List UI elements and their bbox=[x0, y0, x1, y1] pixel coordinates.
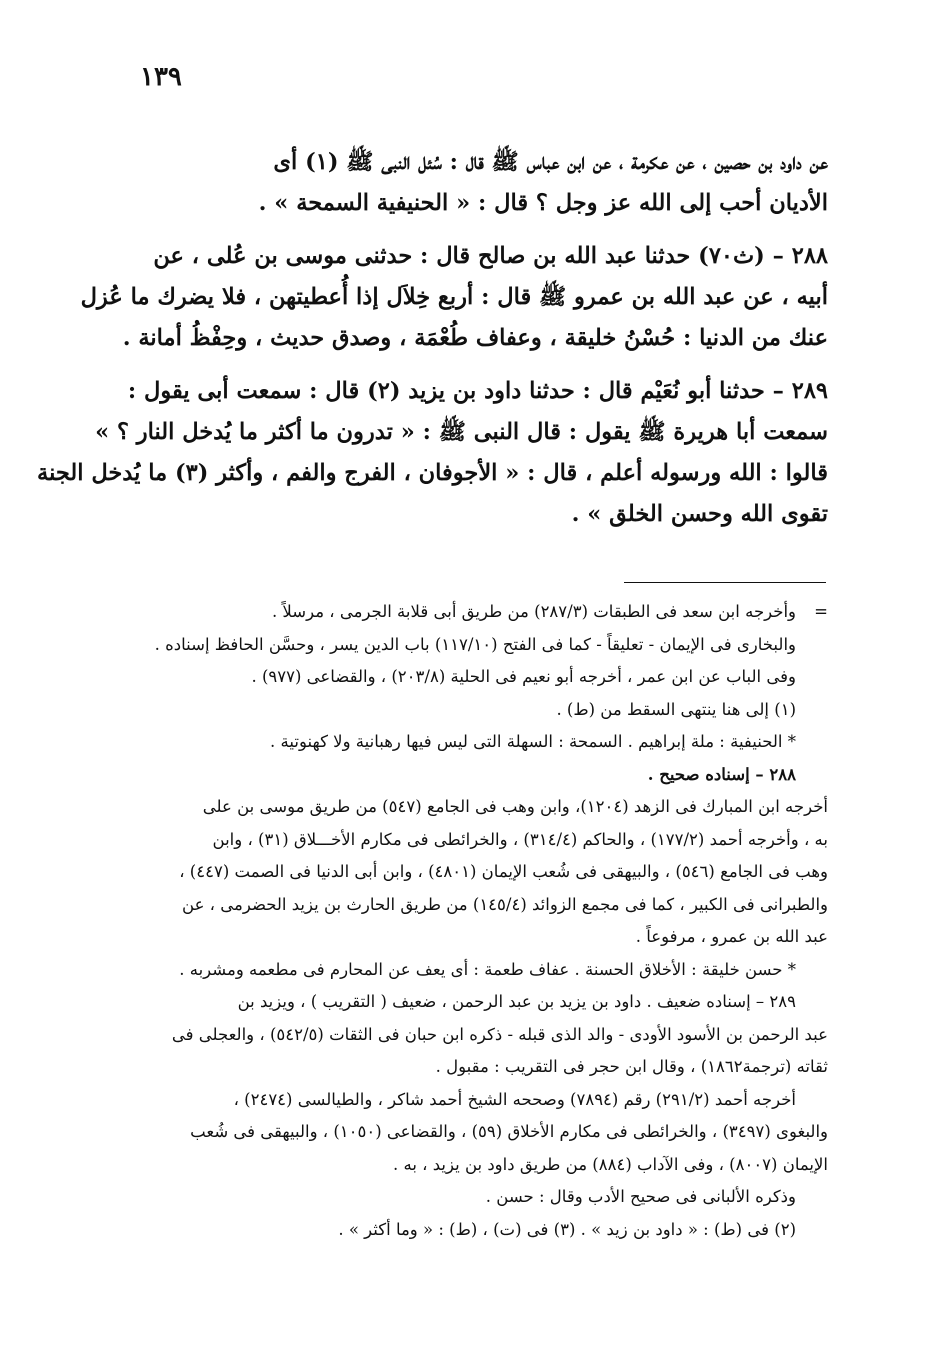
footnote-line bbox=[128, 694, 828, 727]
footnote-text: (١) إلى هنا ينتهى السقط من (ط) . bbox=[556, 699, 796, 719]
footnote-text: أخرجه ابن المبارك فى الزهد (١٢٠٤)، وابن وهب فى الجامع (٥٤٧) من طريق موسى بن على bbox=[202, 797, 828, 816]
text-line: ٢٨٩ – حدثنا أبو نُعَيْم قال : حدثنا داود بن يزيد (٢) قال : سمعت أبى يقول : bbox=[127, 378, 828, 404]
paragraph-hadith-289 bbox=[37, 371, 828, 535]
footnote-text: أخرجه أحمد (٢٩١/٢) رقم (٧٨٩٤) وصححه الشيخ أحمد شاكر ، والطيالسى (٢٤٧٤) ، bbox=[233, 1089, 796, 1109]
footnote-text: والطبرانى فى الكبير ، كما فى مجمع الزوائد (١٤٥/٤) من طريق الحارث بن يزيد الحضرمى ، عن bbox=[182, 894, 828, 914]
footnote-2: (٢) فى (ط) : « داود بن زيد » . bbox=[580, 1219, 796, 1239]
footnote-line bbox=[128, 1181, 828, 1214]
footnote-text: عبد الرحمن بن الأسود الأودى - والد الذى قبله - ذكره ابن حبان فى الثقات (٥٤٢/٥) ، والعجلى فى bbox=[171, 1024, 828, 1044]
footnote-line bbox=[128, 759, 828, 792]
footnote-line bbox=[128, 954, 828, 987]
text-line: أبيه ، عن عبد الله بن عمرو ﷺ قال : أربع خِلاَل إذا أُعطيتهن ، فلا يضرك ما عُزل bbox=[80, 284, 828, 310]
footnote-text: وفى الباب عن ابن عمر ، أخرجه أبو نعيم فى الحلية (٢٠٣/٨) ، والقضاعى (٩٧٧) . bbox=[251, 667, 796, 686]
footnote-text: * الحنيفية : ملة إبراهيم . السمحة : السهلة التى ليس فيها رهبانية ولا كهنوتية . bbox=[270, 732, 796, 751]
footnote-line bbox=[128, 856, 828, 889]
text-line: تقوى الله وحسن الخلق » . bbox=[571, 501, 828, 527]
footnote-line bbox=[128, 596, 828, 629]
footnote-text: وهب فى الجامع (٥٤٦) ، والبيهقى فى شُعب الإيمان (٤٨٠١) ، وابن أبى الدنيا فى الصمت (٤٤٧) ، bbox=[179, 862, 828, 881]
main-text bbox=[37, 142, 828, 547]
text-line: سمعت أبا هريرة ﷺ يقول : قال النبى ﷺ : « تدرون ما أكثر ما يُدخل النار ؟ » bbox=[95, 419, 828, 445]
footnote-line bbox=[128, 1084, 828, 1117]
footnote-line bbox=[128, 791, 828, 824]
footnote-line bbox=[128, 726, 828, 759]
footnote-text: * حسن خليقة : الأخلاق الحسنة . عفاف طعمة : أى يعف عن المحارم فى مطعمه ومشربه . bbox=[179, 959, 796, 979]
footnote-text: والبغوى (٣٤٩٧) ، والخرائطى فى مكارم الأخلاق (٥٩) ، والقضاعى (١٠٥٠) ، والبيهقى فى شُعب bbox=[190, 1122, 828, 1141]
footnote-line bbox=[128, 921, 828, 954]
text-line: عن داود بن حصين ، عن عكرمة ، عن ابن عباس ﷺ قال : سُئل النبى ﷺ (١) أى bbox=[273, 149, 828, 175]
text-line: الأديان أحب إلى الله عز وجل ؟ قال : « الحنيفية السمحة » . bbox=[258, 190, 828, 216]
footnote-line bbox=[128, 1149, 828, 1182]
footnote-line bbox=[128, 889, 828, 922]
text-line: قالوا : الله ورسوله أعلم ، قال : « الأجوفان ، الفرج والفم ، وأكثر (٣) ما يُدخل الجنة bbox=[37, 460, 828, 486]
footnote-text: ٢٨٩ – إسناده ضعيف . داود بن يزيد بن عبد الرحمن ، ضعيف ( التقريب ) ، ويزيد بن bbox=[237, 992, 796, 1011]
text-line: عنك من الدنيا : حُسْنُ خليقة ، وعفاف طُعْمَة ، وصدق حديث ، وحِفْظُ أمانة . bbox=[122, 325, 828, 351]
footnotes bbox=[128, 596, 828, 1246]
footnote-line bbox=[128, 824, 828, 857]
footnote-text: به ، وأخرجه أحمد (١٧٧/٢) ، والحاكم (٣١٤/٤) ، والخرائطى فى مكارم الأخـــلاق (٣١) ، وابن bbox=[212, 829, 828, 849]
footnote-text: الإيمان (٨٠٠٧) ، وفى الآداب (٨٨٤) من طريق داود بن يزيد ، به . bbox=[393, 1154, 828, 1174]
footnote-text: وذكره الألبانى فى صحيح الأدب وقال : حسن . bbox=[485, 1187, 796, 1206]
text-line: ٢٨٨ – (ث٧٠) حدثنا عبد الله بن صالح قال : حدثنى موسى بن عُلى ، عن bbox=[153, 243, 828, 269]
footnote-3: (٣) فى (ت) ، (ط) : « وما أكثر » . bbox=[338, 1219, 576, 1239]
footnote-text: عبد الله بن عمرو ، مرفوعاً . bbox=[635, 927, 828, 946]
footnote-divider bbox=[624, 582, 826, 583]
continuation-marker: = bbox=[814, 602, 828, 621]
page-number: ١٣٩ bbox=[140, 62, 182, 92]
paragraph-hadith-288 bbox=[80, 236, 828, 359]
footnote-text: ثقاته (ترجمة١٨٦٢) ، وقال ابن حجر فى التقريب : مقبول . bbox=[435, 1057, 828, 1076]
final-footnotes-row bbox=[128, 1214, 828, 1247]
footnote-lines bbox=[128, 596, 828, 1214]
footnote-line bbox=[128, 1019, 828, 1052]
paragraph-intro bbox=[128, 142, 828, 224]
footnote-line bbox=[128, 661, 828, 694]
footnote-line bbox=[128, 1051, 828, 1084]
footnote-text: ٢٨٨ – إسناده صحيح . bbox=[647, 764, 796, 784]
footnote-text: والبخارى فى الإيمان - تعليقاً - كما فى الفتح (١١٧/١٠) باب الدين يسر ، وحسَّن الحافظ إسناده . bbox=[154, 634, 796, 654]
footnote-line bbox=[128, 1116, 828, 1149]
footnote-line bbox=[128, 629, 828, 662]
footnote-line bbox=[128, 986, 828, 1019]
footnote-text: وأخرجه ابن سعد فى الطبقات (٢٨٧/٣) من طريق أبى قلابة الجرمى ، مرسلاً . bbox=[271, 602, 796, 621]
